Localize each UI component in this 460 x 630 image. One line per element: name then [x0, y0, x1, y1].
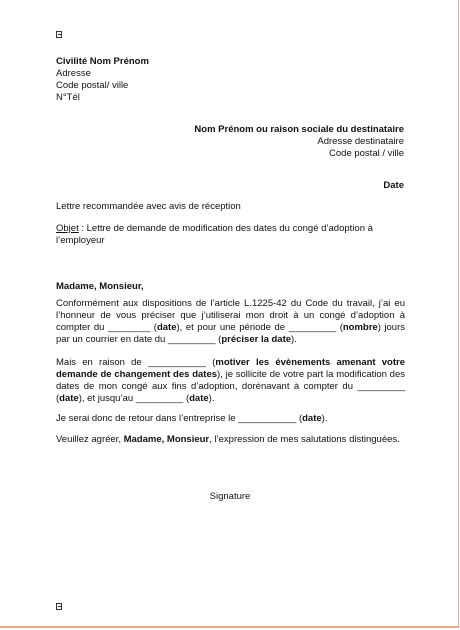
sender-block — [56, 56, 149, 104]
letter-date: Date — [383, 180, 404, 191]
para3-bold: date — [302, 413, 322, 424]
closing-text: , l’expression de mes salutations distinguées. — [209, 434, 400, 445]
closing-formula — [56, 434, 405, 446]
recipient-name: Nom Prénom ou raison sociale du destinataire — [194, 124, 404, 135]
para2-bold: motiver les évènements amenant votre demande de changement des dates — [56, 357, 406, 380]
para2-text: Mais en raison de ___________ ( — [56, 357, 216, 368]
para1-text: Conformément aux dispositions de l’article L.1225-42 du Code du travail, j’ai eu l’honneur de vous préciser que j’utiliserai mon droit à un congé d’adoption à compter du ________ ( — [56, 298, 405, 333]
signature: Signature — [209, 491, 251, 502]
closing-text: Veuillez agréer, — [56, 434, 124, 445]
subject-line — [56, 223, 405, 247]
salutation: Madame, Monsieur, — [56, 281, 144, 292]
page-marker-icon — [56, 31, 62, 38]
para1-text: ). — [291, 334, 297, 345]
para1-text: ), et pour une période de _________ ( — [176, 322, 343, 333]
sender-name: Civilité Nom Prénom — [56, 56, 149, 67]
page-marker-icon — [56, 603, 62, 610]
closing-bold: Madame, Monsieur — [123, 434, 210, 445]
paragraph-1 — [56, 298, 405, 346]
para2-text: ), et jusqu’au _________ ( — [78, 393, 190, 404]
recipient-block — [194, 124, 404, 160]
para2-text: ), je sollicite de votre part la modification des dates de mon congé aux fins d’adoption, dorénavant à compter du _________ ( — [56, 369, 406, 404]
para2-text: ). — [208, 393, 215, 404]
para3-text: Je serai donc de retour dans l’entreprise le ___________ ( — [56, 413, 303, 424]
subject-text: : Lettre de demande de modification des dates du congé d’adoption à l’employeur — [56, 223, 373, 246]
para2-bold: date — [189, 393, 209, 404]
para1-bold: préciser la date — [221, 334, 292, 345]
para2-bold: date — [59, 393, 79, 404]
sender-phone: N°Tél — [56, 92, 80, 103]
para1-bold: nombre — [342, 322, 378, 333]
para1-text: ) jours par un courrier en date du _________ ( — [56, 322, 405, 345]
paragraph-3 — [56, 413, 405, 425]
paragraph-2 — [56, 357, 405, 405]
sender-address: Adresse — [56, 68, 91, 79]
para3-text: ). — [321, 413, 328, 424]
delivery-mode: Lettre recommandée avec avis de réception — [56, 201, 241, 212]
para1-bold: date — [156, 322, 177, 333]
sender-city: Code postal/ ville — [56, 80, 129, 91]
subject-label: Objet — [56, 223, 79, 234]
recipient-address: Adresse destinataire — [317, 136, 404, 147]
recipient-city: Code postal / ville — [329, 148, 404, 159]
